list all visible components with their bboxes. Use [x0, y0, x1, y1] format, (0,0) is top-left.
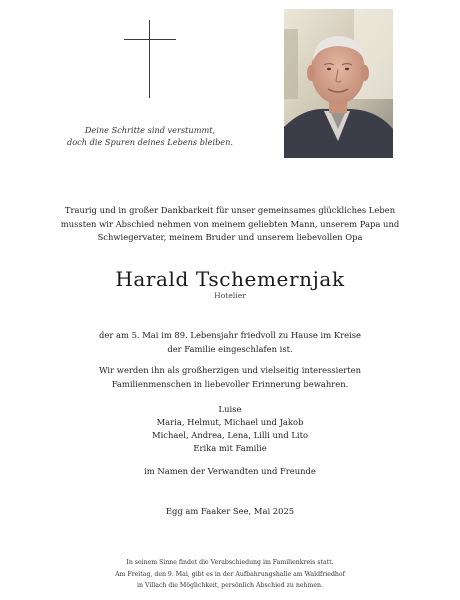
- intro-line: Traurig und in großer Dankbarkeit für unser gemeinsames glückliches Leben: [64, 205, 396, 215]
- passing-paragraph: [40, 329, 420, 356]
- place-date: Egg am Faaker See, Mai 2025: [165, 506, 295, 516]
- paragraph-line: Familienmenschen in liebevoller Erinnerung bewahren.: [111, 378, 349, 389]
- motto-line: Deine Schritte sind verstummt,: [84, 125, 216, 135]
- family-member: Luise: [218, 404, 242, 414]
- notice-line: In seinem Sinne findet die Verabschiedung im Familienkreis statt.: [126, 559, 334, 566]
- notice-line: in Villach die Möglichkeit, persönlich Abschied zu nehmen.: [137, 582, 323, 590]
- intro-text: [20, 204, 440, 245]
- farewell-notice: [40, 557, 420, 592]
- cross-vertical-bar: [149, 20, 150, 98]
- intro-line: Schwiegervater, meinem Bruder und unserem liebevollen Opa: [97, 232, 363, 242]
- motto: [60, 124, 240, 148]
- deceased-role: Hotelier: [214, 291, 246, 300]
- paragraph-line: der am 5. Mai im 89. Lebensjahr friedvoll zu Hause im Kreise: [99, 330, 361, 340]
- deceased-name: Harald Tschemernjak: [115, 267, 345, 291]
- family-list: [40, 403, 420, 455]
- on-behalf-text: im Namen der Verwandten und Freunde: [144, 466, 316, 476]
- intro-line: mussten wir Abschied nehmen von meinem geliebten Mann, unserem Papa und: [60, 218, 400, 229]
- cross-icon: [124, 20, 176, 98]
- motto-line: doch die Spuren deines Lebens bleiben.: [66, 137, 234, 147]
- family-member: Michael, Andrea, Lena, Lilli und Lito: [152, 430, 308, 440]
- family-member: Maria, Helmut, Michael und Jakob: [156, 417, 304, 427]
- family-member: Erika mit Familie: [193, 443, 267, 453]
- cross-horizontal-bar: [124, 39, 176, 40]
- portrait-photo: [284, 9, 393, 158]
- remembrance-paragraph: [40, 364, 420, 391]
- notice-line: Am Freitag, den 9. Mai, gibt es in der Aufbahrungshalle am Waldfriedhof: [115, 570, 345, 578]
- portrait-image: [284, 9, 393, 158]
- paragraph-line: Wir werden ihn als großherzigen und vielseitig interessierten: [98, 365, 362, 375]
- paragraph-line: der Familie eingeschlafen ist.: [167, 343, 293, 354]
